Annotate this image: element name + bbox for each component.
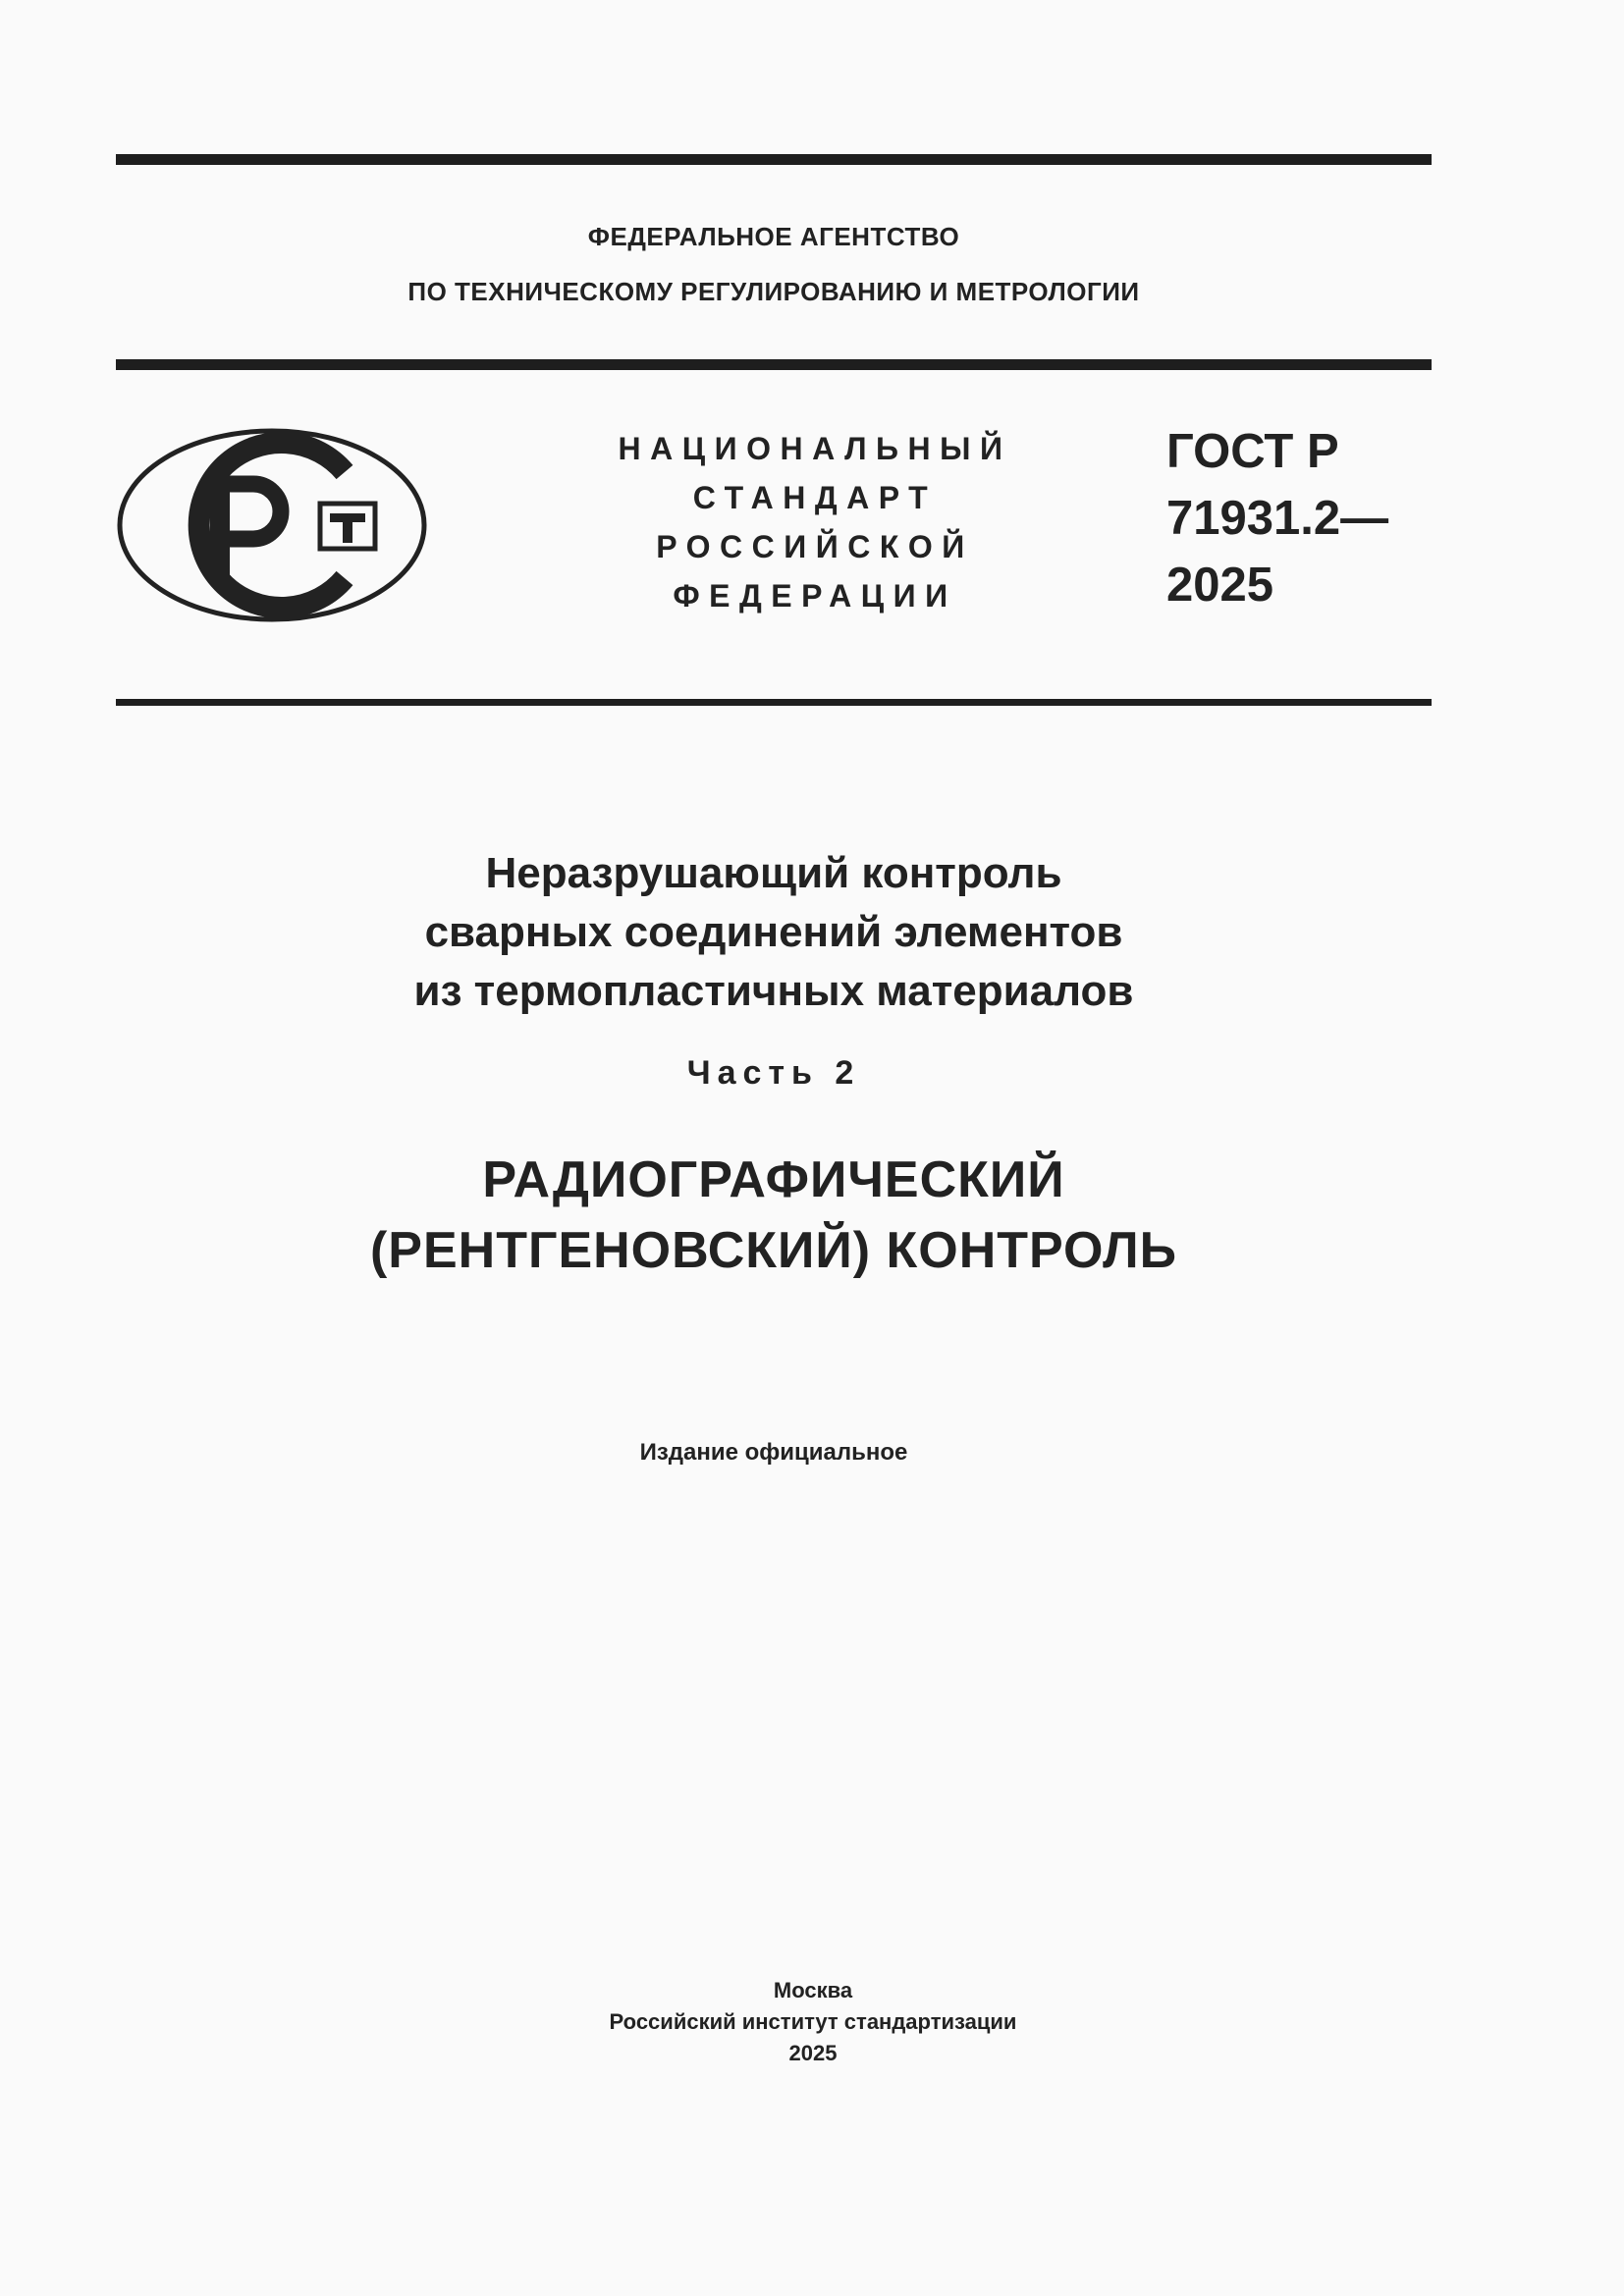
edition-label: Издание официальное: [639, 1439, 908, 1466]
designation-line-2: 71931.2—: [1166, 492, 1389, 545]
agency-name-line-2: ПО ТЕХНИЧЕСКОМУ РЕГУЛИРОВАНИЮ И МЕТРОЛОГИИ: [407, 277, 1140, 306]
title-line-2: сварных соединений элементов: [424, 908, 1123, 956]
part-title-line-1: РАДИОГРАФИЧЕСКИЙ: [482, 1151, 1065, 1208]
header-rule: [116, 359, 1432, 370]
top-rule: [116, 154, 1432, 165]
gost-r-logo-icon: [116, 427, 428, 623]
part-number: Часть 2: [686, 1054, 861, 1092]
publisher-footer: [116, 1975, 1510, 2069]
designation-line-3: 2025: [1166, 559, 1274, 612]
footer-year: 2025: [788, 2041, 838, 2065]
title-line-3: из термопластичных материалов: [413, 967, 1134, 1015]
national-standard-line-3: РОССИЙСКОЙ: [656, 529, 974, 564]
footer-publisher: Российский институт стандартизации: [609, 2009, 1017, 2034]
part-title-line-2: (РЕНТГЕНОВСКИЙ) КОНТРОЛЬ: [369, 1222, 1178, 1279]
agency-name-line-1: ФЕДЕРАЛЬНОЕ АГЕНТСТВО: [587, 222, 960, 251]
part-title: [116, 1145, 1432, 1286]
title-rule: [116, 699, 1432, 706]
national-standard-line-2: СТАНДАРТ: [692, 480, 938, 515]
national-standard-line-4: ФЕДЕРАЦИИ: [673, 578, 957, 614]
national-standard-line-1: НАЦИОНАЛЬНЫЙ: [618, 431, 1012, 466]
national-standard-label: [589, 424, 1041, 620]
title-line-1: Неразрушающий контроль: [485, 849, 1062, 897]
document-title: [116, 844, 1432, 1021]
standard-designation: [1166, 418, 1388, 618]
designation-line-1: ГОСТ Р: [1166, 425, 1339, 478]
footer-city: Москва: [773, 1978, 853, 2002]
